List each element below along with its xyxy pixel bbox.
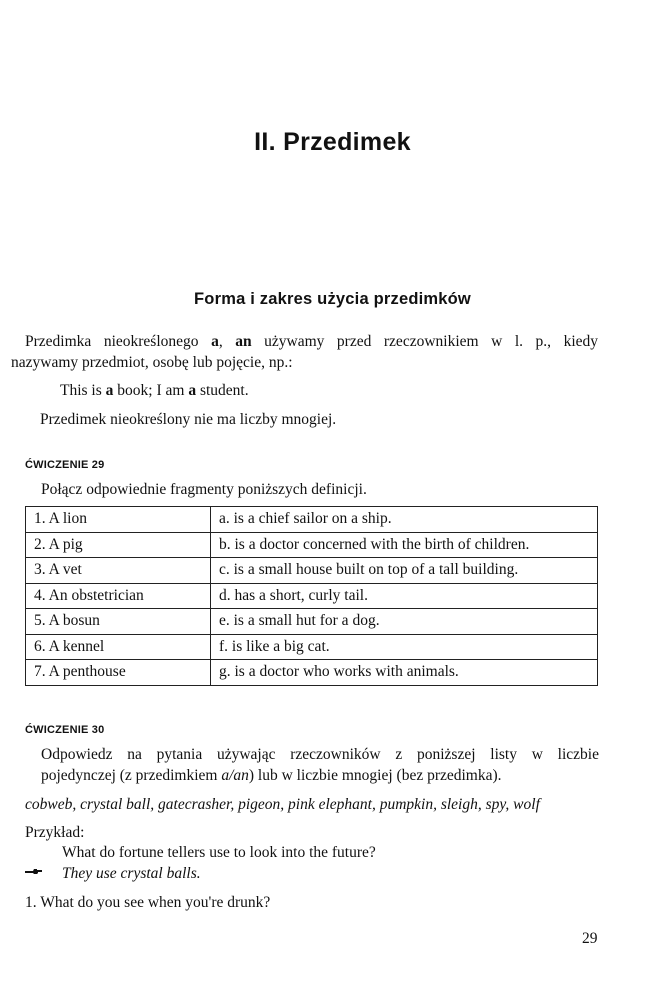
table-cell-left: 5. A bosun — [26, 609, 211, 635]
table-row — [26, 507, 598, 533]
table-row — [26, 583, 598, 609]
example-question: What do fortune tellers use to look into the future? — [62, 844, 376, 861]
example-text: student. — [196, 382, 249, 399]
article-an: an — [235, 333, 252, 350]
table-row — [26, 558, 598, 584]
hand-pointer-icon — [24, 866, 44, 878]
table-cell-left: 7. A penthouse — [26, 660, 211, 686]
intro-text-rest: używamy przed rzeczownikiem w l. p., kiedy — [251, 333, 599, 350]
table-cell-left: 1. A lion — [26, 507, 211, 533]
intro-line-1 — [25, 331, 598, 352]
table-cell-left: 2. A pig — [26, 532, 211, 558]
table-row — [26, 634, 598, 660]
page-number: 29 — [582, 930, 598, 947]
table-cell-right: f. is like a big cat. — [211, 634, 598, 660]
example-label: Przykład: — [25, 824, 85, 841]
exercise-29-instruction: Połącz odpowiednie fragmenty poniższych definicji. — [41, 481, 367, 498]
instruction-text: ) lub w liczbie mnogiej (bez przedimka). — [248, 767, 502, 784]
table-row — [26, 532, 598, 558]
example-sentence — [60, 380, 249, 401]
table-cell-right: g. is a doctor who works with animals. — [211, 660, 598, 686]
exercise-29-heading: ĆWICZENIE 29 — [25, 459, 105, 471]
intro-comma: , — [218, 333, 236, 350]
table-cell-left: 3. A vet — [26, 558, 211, 584]
question-1: 1. What do you see when you're drunk? — [25, 894, 271, 911]
table-cell-right: b. is a doctor concerned with the birth of children. — [211, 532, 598, 558]
article-a: a — [211, 333, 219, 350]
table-cell-right: c. is a small house built on top of a tall building. — [211, 558, 598, 584]
section-title: Forma i zakres użycia przedimków — [194, 290, 471, 308]
exercise-30-heading: ĆWICZENIE 30 — [25, 724, 105, 736]
table-row — [26, 660, 598, 686]
table-cell-right: a. is a chief sailor on a ship. — [211, 507, 598, 533]
intro-line-2: nazywamy przedmiot, osobę lub pojęcie, np.: — [11, 354, 293, 371]
table-cell-right: d. has a short, curly tail. — [211, 583, 598, 609]
exercise-30-instruction-line-1: Odpowiedz na pytania używając rzeczowników z poniższej listy w liczbie — [41, 746, 599, 763]
example-article: a — [188, 382, 197, 399]
example-answer: They use crystal balls. — [62, 865, 201, 882]
matching-table — [25, 506, 598, 686]
plural-note: Przedimek nieokreślony nie ma liczby mnogiej. — [40, 411, 337, 428]
table-row — [26, 609, 598, 635]
table-cell-left: 4. An obstetrician — [26, 583, 211, 609]
example-article: a — [105, 382, 114, 399]
table-cell-left: 6. A kennel — [26, 634, 211, 660]
table-cell-right: e. is a small hut for a dog. — [211, 609, 598, 635]
instruction-text: pojedynczej (z przedimkiem — [41, 767, 222, 784]
intro-text: Przedimka nieokreślonego — [25, 333, 212, 350]
instruction-article: a/an — [221, 767, 249, 784]
exercise-30-instruction-line-2 — [41, 765, 502, 786]
example-text: book; I am — [113, 382, 189, 399]
example-text: This is — [60, 382, 106, 399]
word-list: cobweb, crystal ball, gatecrasher, pigeon, pink elephant, pumpkin, sleigh, spy, wolf — [25, 796, 540, 813]
chapter-title: II. Przedimek — [254, 128, 411, 156]
